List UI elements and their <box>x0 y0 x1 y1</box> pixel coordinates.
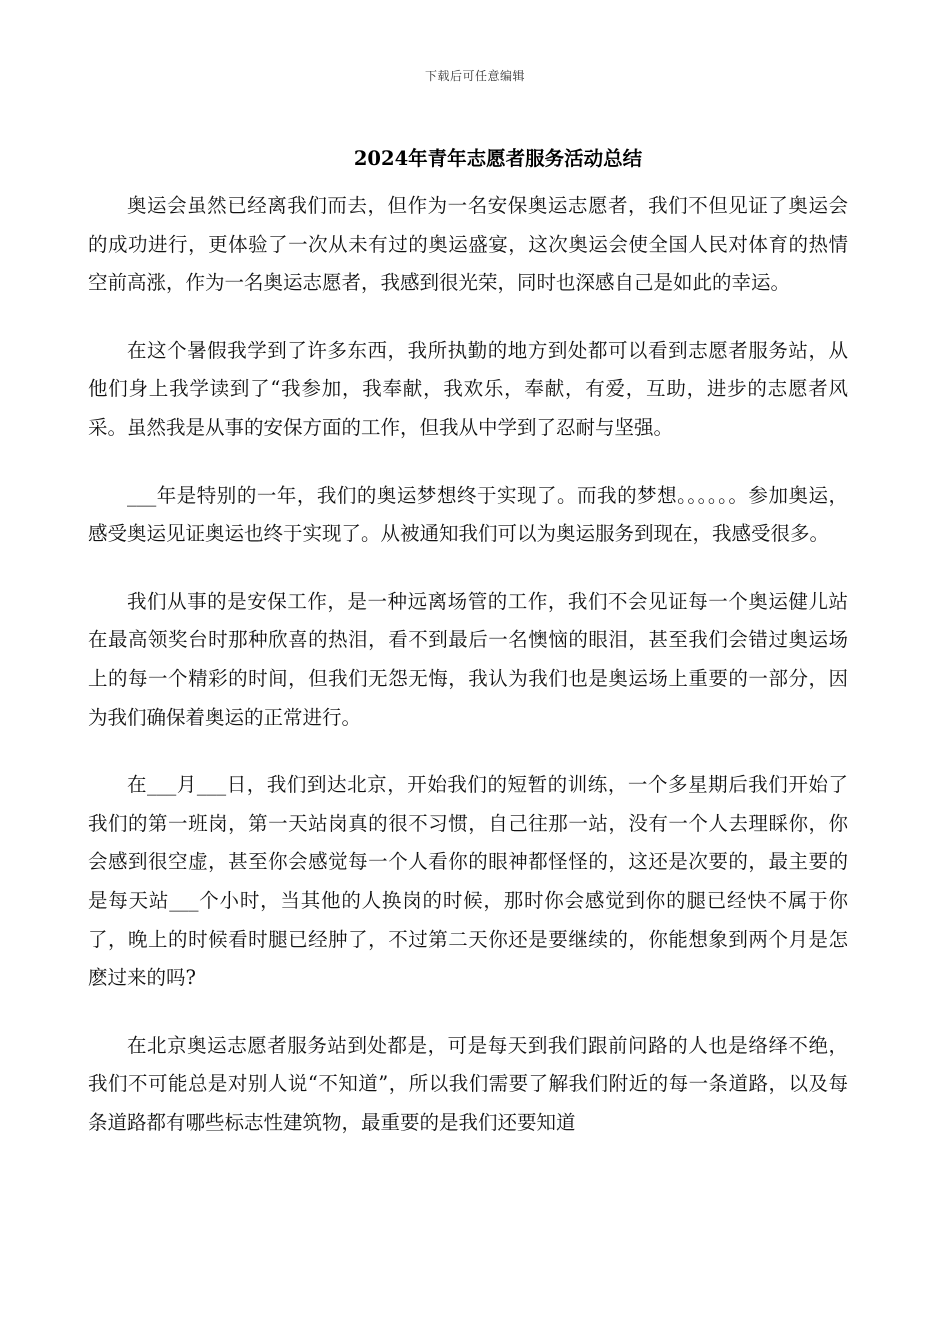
paragraph-5: 在___月___日，我们到达北京，开始我们的短暂的训练，一个多星期后我们开始了我们的第一班岗，第一天站岗真的很不习惯，自己往那一站，没有一个人去理睬你，你会感到很空虚，甚至你会感觉每一个人看你的眼神都怪怪的，这还是次要的，最主要的是每天站___个小时，当其他的人换岗的时候，那时你会感觉到你的腿已经快不属于你了，晚上的时候看时腿已经肿了，不过第二天你还是要继续的，你能想象到两个月是怎麽过来的吗? <box>88 773 848 990</box>
paragraph-6: 在北京奥运志愿者服务站到处都是，可是每天到我们跟前问路的人也是络绎不绝，我们不可能总是对别人说“不知道”，所以我们需要了解我们附近的每一条道路，以及每条道路都有哪些标志性建筑物，最重要的是我们还要知道 <box>88 1033 848 1134</box>
header-note: 下载后可任意编辑 <box>424 69 525 83</box>
paragraph-3: ___年是特别的一年，我们的奥运梦想终于实现了。而我的梦想。。。。。。参加奥运，感受奥运见证奥运也终于实现了。从被通知我们可以为奥运服务到现在，我感受很多。 <box>88 483 848 546</box>
paragraph-2: 在这个暑假我学到了许多东西，我所执勤的地方到处都可以看到志愿者服务站，从他们身上我学读到了“我参加，我奉献，我欢乐，奉献，有爱，互助，进步的志愿者风采。虽然我是从事的安保方面的工作，但我从中学到了忍耐与坚强。 <box>88 338 848 439</box>
document-body <box>88 187 848 1171</box>
document-title: 2024年青年志愿者服务活动总结 <box>353 147 643 170</box>
paragraph-1: 奥运会虽然已经离我们而去，但作为一名安保奥运志愿者，我们不但见证了奥运会的成功进行，更体验了一次从未有过的奥运盛宴，这次奥运会使全国人民对体育的热情空前高涨，作为一名奥运志愿者，我感到很光荣，同时也深感自己是如此的幸运。 <box>88 194 848 295</box>
paragraph-4: 我们从事的是安保工作，是一种远离场管的工作，我们不会见证每一个奥运健儿站在最高领奖台时那种欣喜的热泪，看不到最后一名懊恼的眼泪，甚至我们会错过奥运场上的每一个精彩的时间，但我们无怨无悔，我认为我们也是奥运场上重要的一部分，因为我们确保着奥运的正常进行。 <box>88 589 848 729</box>
